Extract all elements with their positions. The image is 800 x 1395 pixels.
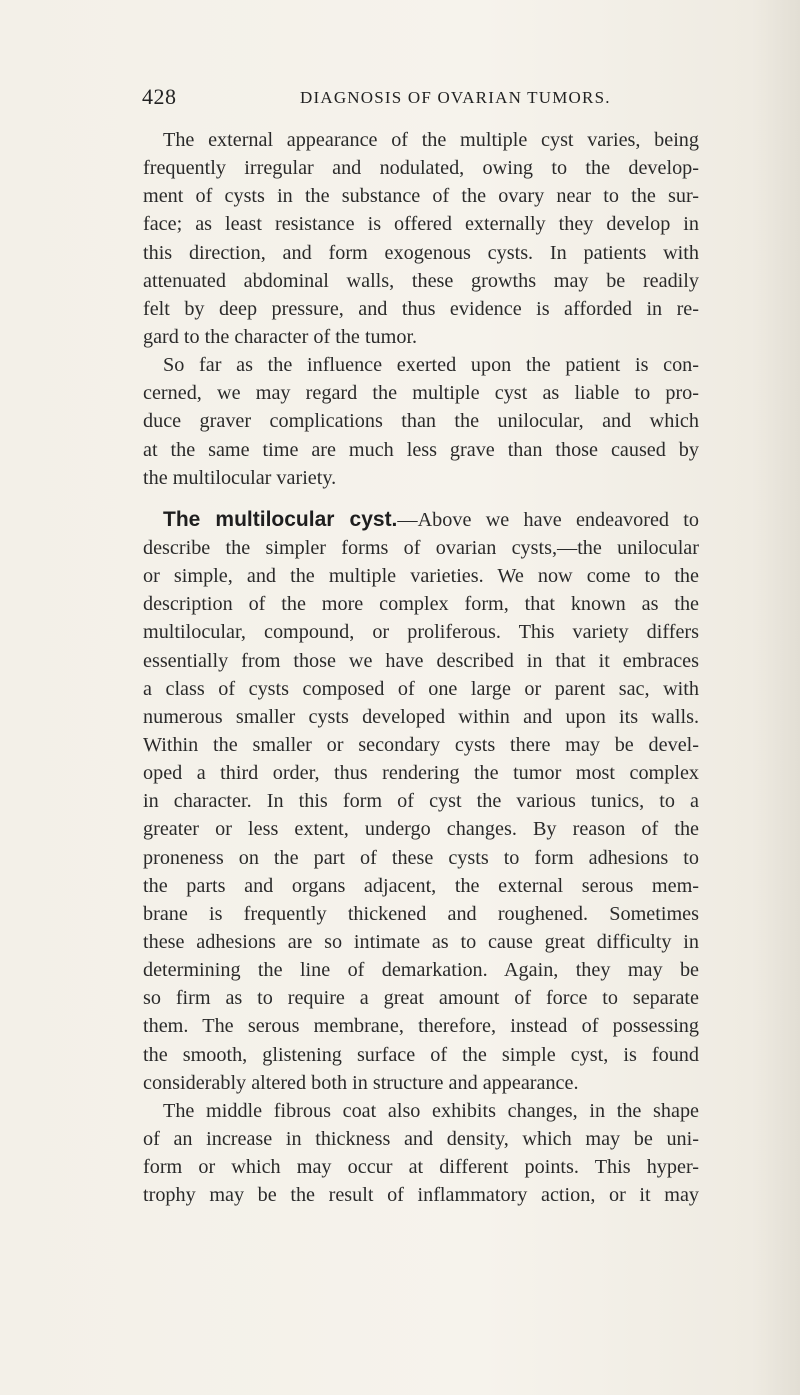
text-line: describe the simpler forms of ovarian cysts,—the unilocular	[143, 536, 699, 559]
section-heading-line	[143, 506, 699, 534]
text-line: proneness on the part of these cysts to form adhesions to	[143, 846, 699, 869]
section-intro: —Above we have endeavored to	[397, 508, 700, 531]
text-line: or simple, and the multiple varieties. We now come to the	[143, 565, 699, 588]
text-line: face; as least resistance is offered externally they develop in	[143, 213, 699, 236]
text-line: The external appearance of the multiple cyst varies, being	[163, 129, 699, 151]
text-line: felt by deep pressure, and thus evidence is afforded in re-	[143, 297, 699, 320]
text-line: The middle fibrous coat also exhibits changes, in the shape	[163, 1099, 699, 1122]
text-line: determining the line of demarkation. Again, they may be	[143, 959, 699, 982]
text-line: description of the more complex form, that known as the	[143, 593, 699, 616]
text-line: ment of cysts in the substance of the ovary near to the sur-	[143, 185, 699, 208]
text-line: greater or less extent, undergo changes. By reason of the	[143, 818, 699, 841]
text-line: the parts and organs adjacent, the external serous mem-	[143, 874, 699, 897]
text-line: this direction, and form exogenous cysts. In patients with	[143, 241, 699, 264]
text-line: duce graver complications than the unilocular, and which	[143, 410, 699, 433]
text-line: them. The serous membrane, therefore, instead of possessing	[143, 1015, 699, 1038]
text-line: so firm as to require a great amount of force to separate	[143, 987, 699, 1010]
text-line: of an increase in thickness and density, which may be uni-	[143, 1127, 699, 1150]
text-line: in character. In this form of cyst the various tunics, to a	[143, 790, 699, 813]
text-line: form or which may occur at different points. This hyper-	[143, 1156, 699, 1179]
text-line: a class of cysts composed of one large or parent sac, with	[143, 677, 699, 700]
text-line: considerably altered both in structure and appearance.	[143, 1071, 579, 1094]
page-header	[0, 84, 800, 120]
text-line: cerned, we may regard the multiple cyst as liable to pro-	[143, 382, 699, 405]
text-line: frequently irregular and nodulated, owing to the develop-	[143, 157, 699, 180]
text-line: gard to the character of the tumor.	[143, 325, 418, 348]
running-head: DIAGNOSIS OF OVARIAN TUMORS.	[300, 88, 611, 107]
text-line: So far as the influence exerted upon the patient is con-	[163, 354, 699, 377]
text-line: numerous smaller cysts developed within and upon its walls.	[143, 705, 699, 728]
text-line: these adhesions are so intimate as to cause great difficulty in	[143, 930, 699, 953]
text-line: the smooth, glistening surface of the simple cyst, is found	[143, 1043, 699, 1066]
text-line: essentially from those we have described in that it embraces	[143, 649, 699, 672]
section-gap	[143, 492, 699, 506]
text-line: oped a third order, thus rendering the tumor most complex	[143, 762, 699, 785]
text-line: the multilocular variety.	[143, 466, 337, 489]
section-title: The multilocular cyst.	[163, 507, 398, 531]
body-text	[143, 126, 699, 1209]
text-line: attenuated abdominal walls, these growths may be readily	[143, 269, 699, 292]
page-number: 428	[142, 84, 177, 109]
text-line: multilocular, compound, or proliferous. This variety differs	[143, 621, 699, 644]
text-line: Within the smaller or secondary cysts there may be devel-	[143, 733, 699, 756]
text-line: brane is frequently thickened and roughened. Sometimes	[143, 902, 699, 925]
text-line: trophy may be the result of inflammatory action, or it may	[143, 1184, 699, 1207]
text-line: at the same time are much less grave than those caused by	[143, 438, 699, 461]
